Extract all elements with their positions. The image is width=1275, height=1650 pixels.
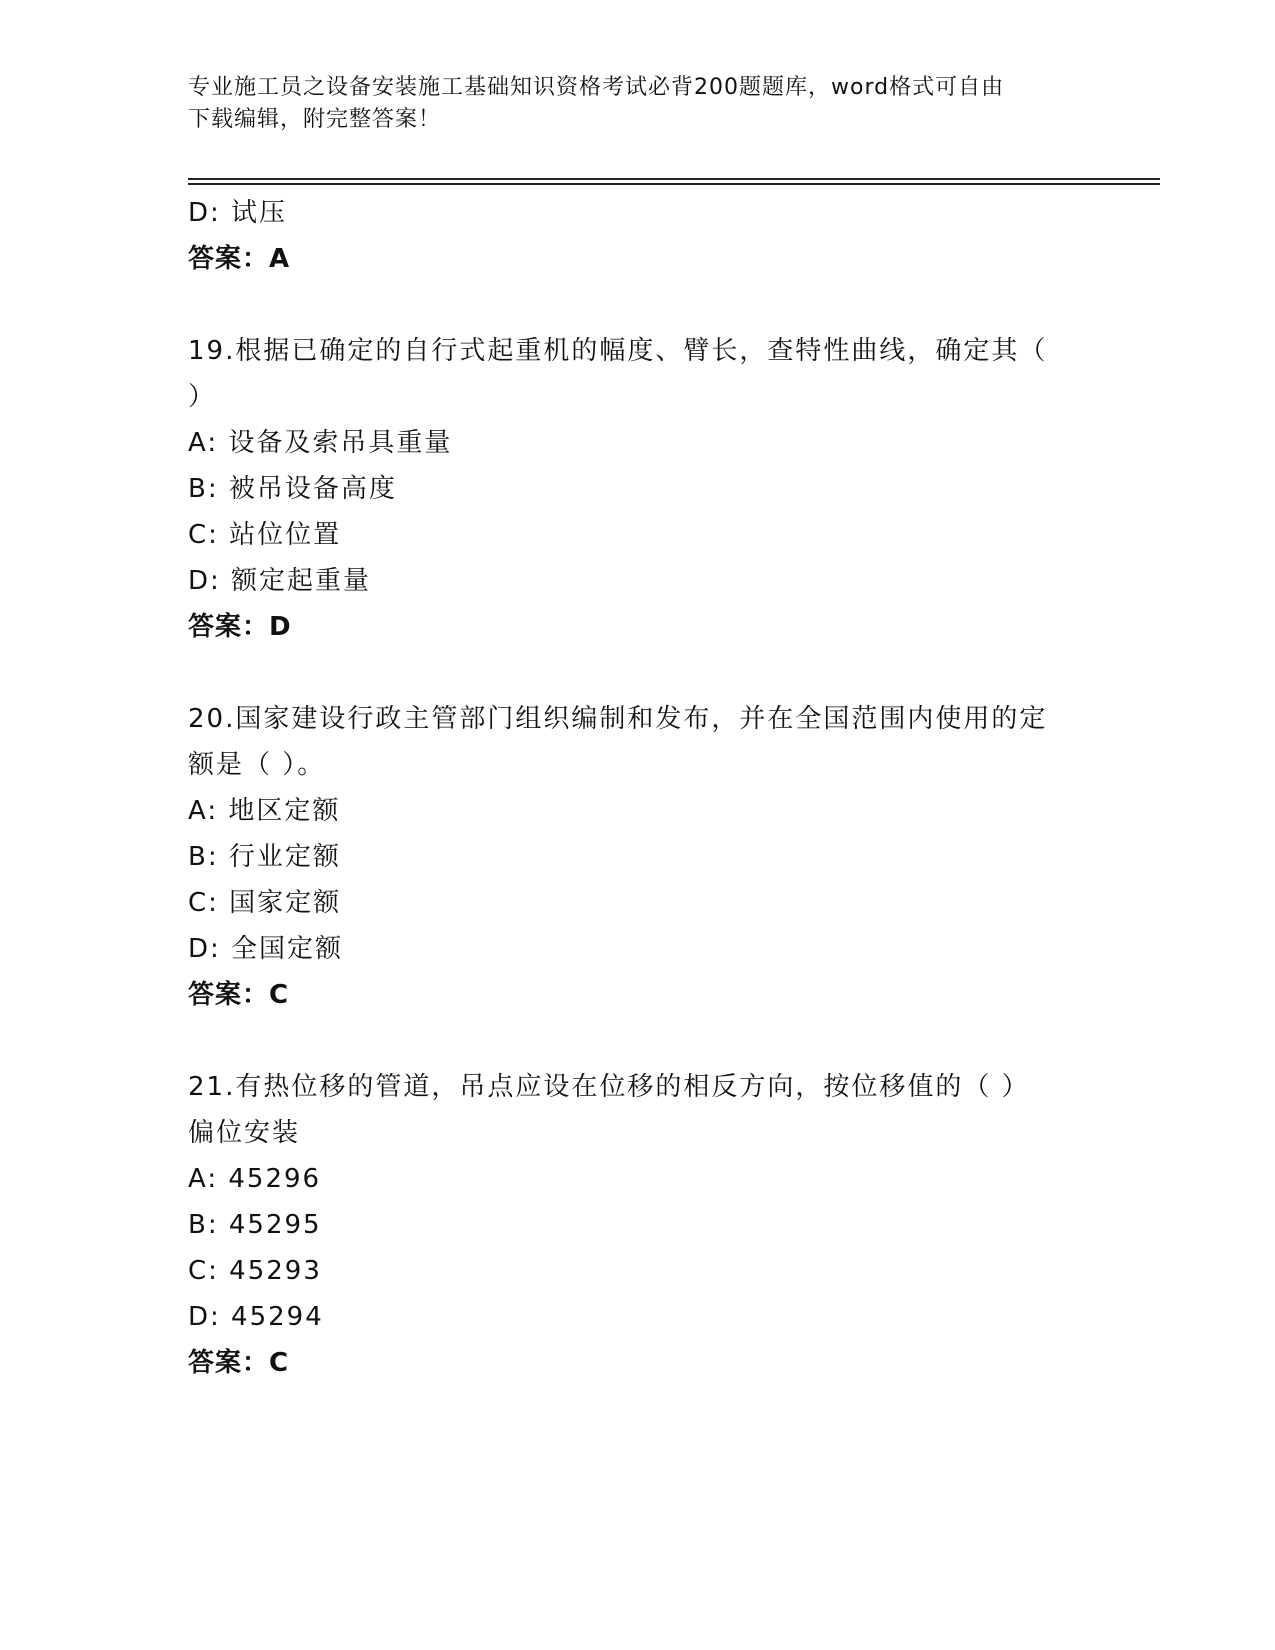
spacer [188,650,1088,696]
question-stem: 20.国家建设行政主管部门组织编制和发布，并在全国范围内使用的定 [188,704,1048,734]
option-c: C: 站位位置 [188,520,342,550]
option-a: A: 地区定额 [188,796,341,826]
question-stem: 21.有热位移的管道，吊点应设在位移的相反方向，按位移值的（ ） [188,1072,1030,1102]
question-21 [188,1064,1088,1386]
header-divider-top [188,178,1160,180]
question-19 [188,328,1088,650]
spacer [188,282,1088,328]
document-header [188,72,1088,136]
question-stem-continued: 偏位安装 [188,1118,301,1148]
question-stem-continued: 额是（ ）。 [188,750,326,780]
option-c: C: 国家定额 [188,888,342,918]
prev-answer: 答案：A [188,244,291,274]
option-a: A: 设备及索吊具重量 [188,428,453,458]
answer: 答案：C [188,980,290,1010]
option-d: D: 全国定额 [188,934,344,964]
option-d: D: 45294 [188,1302,324,1332]
option-b: B: 行业定额 [188,842,341,872]
option-b: B: 被吊设备高度 [188,474,397,504]
header-line-1: 专业施工员之设备安装施工基础知识资格考试必背200题题库，word格式可自由 [188,75,1005,100]
spacer [188,1018,1088,1064]
prev-option-d: D: 试压 [188,198,288,228]
option-c: C: 45293 [188,1256,322,1286]
question-20 [188,696,1088,1018]
answer: 答案：D [188,612,292,642]
option-d: D: 额定起重量 [188,566,372,596]
header-divider-bottom [188,183,1160,185]
answer: 答案：C [188,1348,290,1378]
option-b: B: 45295 [188,1210,322,1240]
option-a: A: 45296 [188,1164,322,1194]
question-stem-continued: ） [188,382,217,412]
header-line-2: 下载编辑，附完整答案！ [188,107,442,132]
question-stem: 19.根据已确定的自行式起重机的幅度、臂长，查特性曲线，确定其（ [188,336,1048,366]
question-list [188,190,1088,1386]
